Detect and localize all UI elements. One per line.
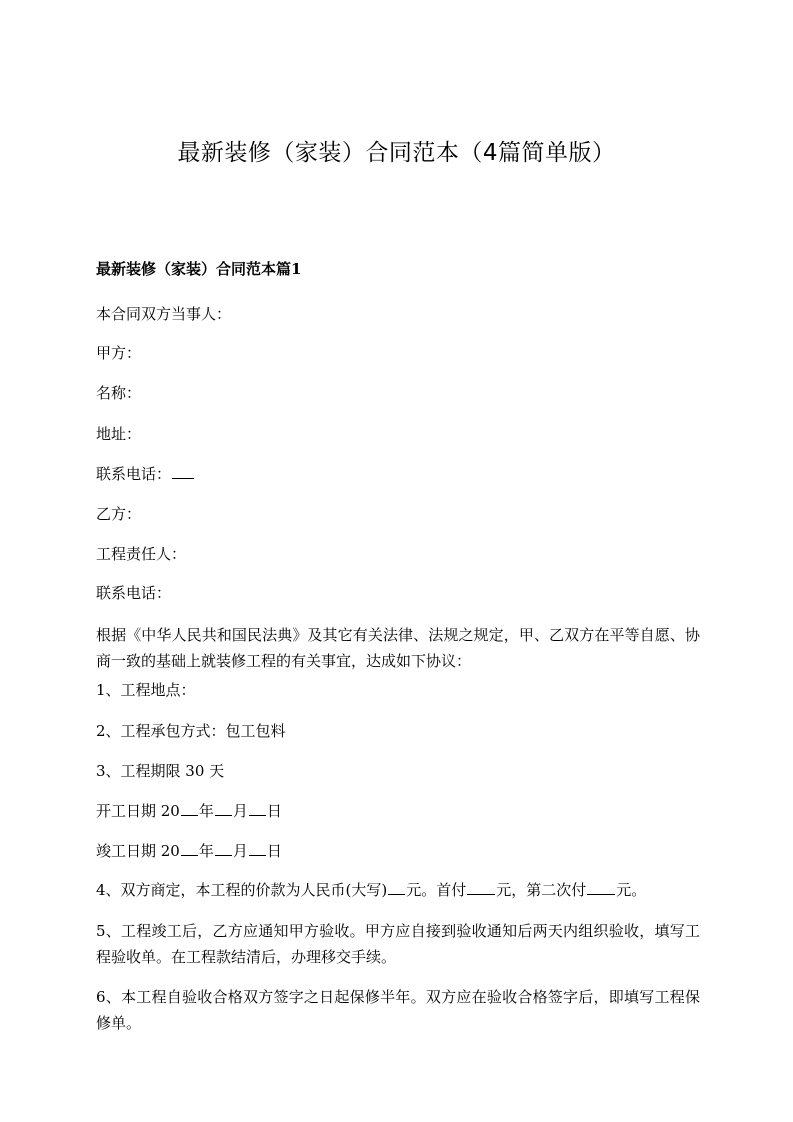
fill-blank bbox=[467, 880, 495, 895]
party-a-label: 甲方： bbox=[96, 344, 142, 362]
phone-line-a bbox=[96, 461, 696, 487]
clause-5: 5、工程竣工后，乙方应通知甲方验收。甲方应自接到验收通知后两天内组织验收，填写工程验收单。在工程款结清后，办理移交手续。 bbox=[96, 922, 700, 966]
parties-intro: 本合同双方当事人： bbox=[96, 305, 232, 323]
fill-blank bbox=[587, 880, 615, 895]
fill-blank bbox=[388, 880, 405, 895]
clause-2: 2、工程承包方式：包工包料 bbox=[96, 722, 286, 740]
phone-label-b: 联系电话： bbox=[96, 584, 172, 602]
fill-blank bbox=[249, 841, 266, 856]
end-date-year: 年 bbox=[198, 842, 214, 860]
start-date-line bbox=[96, 798, 696, 824]
fill-blank bbox=[181, 801, 198, 816]
party-b-label: 乙方： bbox=[96, 505, 142, 523]
preamble-paragraph: 根据《中华人民共和国民法典》及其它有关法律、法规之规定，甲、乙双方在平等自愿、协商一致的基础上就装修工程的有关事宜，达成如下协议： bbox=[96, 626, 700, 670]
end-date-month: 月 bbox=[232, 842, 248, 860]
fill-blank bbox=[249, 801, 266, 816]
name-label: 名称： bbox=[96, 384, 142, 402]
end-date-day: 日 bbox=[266, 842, 282, 860]
project-lead-label: 工程责任人： bbox=[96, 545, 187, 563]
fill-blank bbox=[181, 841, 198, 856]
clause-4-part1: 4、双方商定，本工程的价款为人民币(大写) bbox=[96, 881, 388, 899]
start-date-year: 年 bbox=[198, 802, 214, 820]
fill-blank bbox=[215, 801, 232, 816]
end-date-line bbox=[96, 838, 696, 864]
section-heading: 最新装修（家装）合同范本篇1 bbox=[96, 260, 302, 278]
address-label: 地址： bbox=[96, 425, 142, 443]
start-date-day: 日 bbox=[266, 802, 282, 820]
clause-4-part3: 元，第二次付 bbox=[496, 881, 587, 899]
start-date-prefix: 开工日期 20 bbox=[96, 802, 180, 820]
end-date-prefix: 竣工日期 20 bbox=[96, 842, 180, 860]
start-date-month: 月 bbox=[232, 802, 248, 820]
document-title: 最新装修（家装）合同范本（4篇简单版） bbox=[177, 140, 616, 166]
clause-4-part2: 元。首付 bbox=[406, 881, 467, 899]
clause-6: 6、本工程自验收合格双方签字之日起保修半年。双方应在验收合格签字后，即填写工程保修单。 bbox=[96, 988, 700, 1032]
clause-4 bbox=[96, 877, 696, 903]
phone-label-a: 联系电话： bbox=[96, 465, 172, 483]
fill-blank bbox=[172, 464, 194, 479]
fill-blank bbox=[215, 841, 232, 856]
clause-1: 1、工程地点： bbox=[96, 681, 196, 699]
clause-3: 3、工程期限 30 天 bbox=[96, 762, 225, 780]
clause-4-part4: 元。 bbox=[616, 881, 647, 899]
